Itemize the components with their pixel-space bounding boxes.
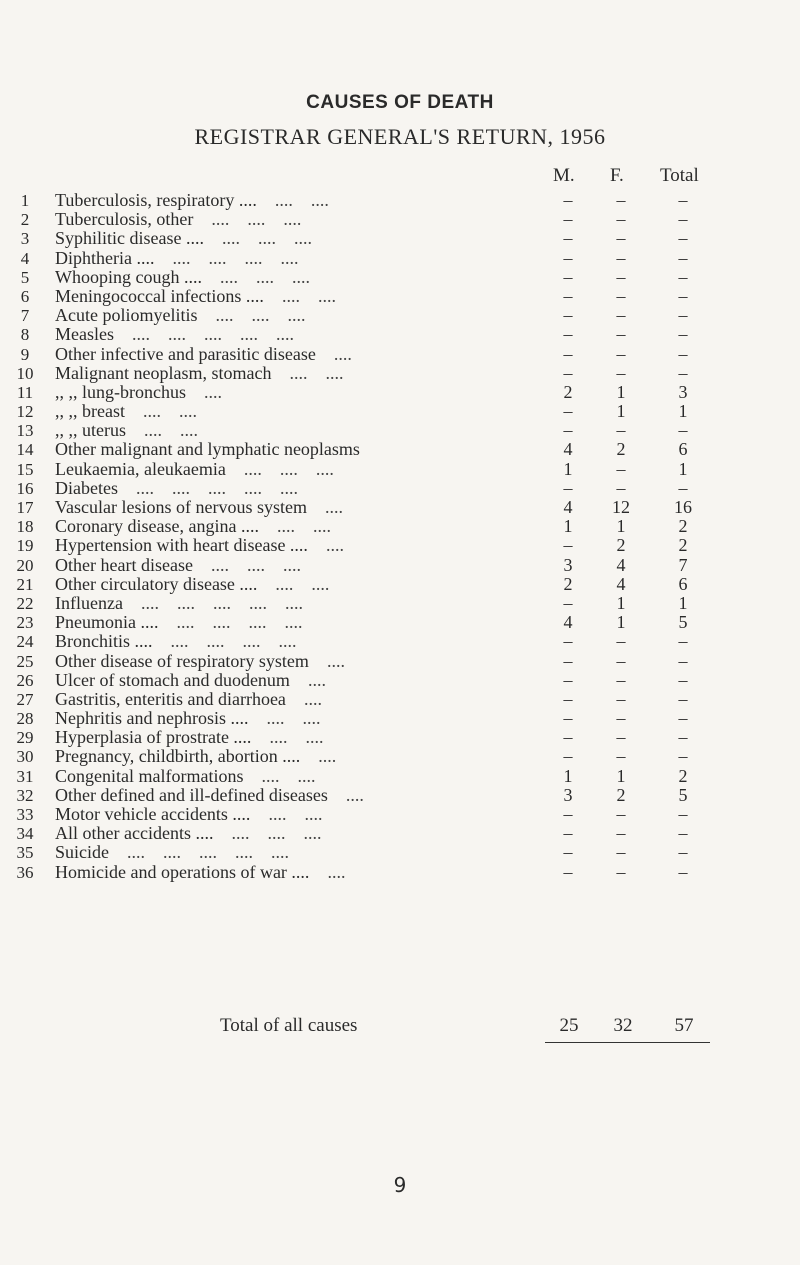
row-number: 12	[16, 402, 34, 422]
cause-label: Malignant neoplasm, stomach	[55, 363, 272, 383]
row-number: 16	[16, 478, 34, 498]
table-row	[0, 383, 800, 402]
female-count: –	[616, 669, 626, 690]
male-count: –	[563, 688, 573, 709]
total-count: –	[678, 362, 688, 383]
total-count: –	[678, 190, 688, 210]
total-label: Total of all causes	[220, 1015, 358, 1036]
table-row	[0, 843, 800, 862]
male-count: 4	[563, 497, 573, 517]
table-row	[0, 575, 800, 594]
male-count: 4	[563, 439, 573, 460]
total-male: 25	[559, 1015, 579, 1036]
total-count: 5	[678, 784, 688, 805]
row-number: 1	[20, 191, 30, 210]
cause-label: Other malignant and lymphatic neoplasms	[55, 440, 360, 460]
female-count: 4	[616, 573, 626, 594]
row-number: 8	[20, 325, 30, 345]
dot-leader: .... ....	[274, 191, 329, 210]
male-count: –	[563, 592, 573, 613]
female-count: –	[616, 228, 626, 249]
female-count: 1	[616, 612, 626, 633]
dot-leader: .... ....	[281, 286, 336, 306]
dot-leader: .... .... ....	[231, 824, 322, 844]
female-count: 1	[616, 765, 626, 786]
male-count: 1	[563, 516, 573, 537]
cause-label: Nephritis and nephrosis ....	[55, 709, 249, 729]
dot-leader: .... .... .... .... ....	[140, 593, 303, 613]
dot-leader: .... .... ....	[215, 306, 306, 326]
row-number: 6	[20, 286, 30, 306]
female-count: –	[616, 861, 626, 882]
table-row	[0, 690, 800, 709]
cause-label: Measles	[55, 325, 114, 345]
dot-leader: .... .... .... ....	[170, 632, 297, 652]
row-number: 33	[16, 805, 34, 824]
male-count: –	[563, 228, 573, 249]
female-count: –	[616, 708, 626, 729]
row-number: 21	[16, 574, 34, 594]
column-header-total: Total	[660, 165, 699, 186]
cause-label: Congenital malformations	[55, 766, 244, 786]
table-row	[0, 556, 800, 575]
row-number: 32	[16, 785, 34, 805]
table-row	[0, 421, 800, 440]
male-count: –	[563, 842, 573, 863]
dot-leader: ....	[318, 747, 337, 767]
female-count: 1	[616, 401, 626, 422]
male-count: –	[563, 190, 573, 210]
row-number: 19	[16, 536, 34, 556]
male-count: –	[563, 209, 573, 230]
total-count: –	[678, 688, 688, 709]
table-row	[0, 402, 800, 421]
total-count: 1	[678, 401, 688, 422]
row-number: 25	[16, 651, 34, 671]
total-count: –	[678, 650, 688, 671]
cause-label: ,, ,, breast	[55, 402, 125, 422]
cause-label: Acute poliomyelitis	[55, 306, 198, 326]
total-count: 6	[678, 573, 688, 594]
cause-label: Tuberculosis, other	[55, 210, 194, 230]
row-number: 22	[16, 593, 34, 613]
total-count: –	[678, 804, 688, 824]
male-count: –	[563, 861, 573, 882]
total-count: –	[678, 305, 688, 326]
female-count: –	[616, 842, 626, 863]
table-row	[0, 824, 800, 843]
row-number: 28	[16, 709, 34, 729]
dot-leader: ....	[345, 785, 364, 805]
table-row	[0, 767, 800, 786]
male-count: 3	[563, 554, 573, 575]
cause-label: Coronary disease, angina ....	[55, 517, 259, 537]
female-count: –	[616, 285, 626, 306]
male-count: 3	[563, 784, 573, 805]
total-count: –	[678, 842, 688, 863]
total-count: –	[678, 324, 688, 345]
table-row	[0, 229, 800, 248]
cause-label: Ulcer of stomach and duodenum	[55, 670, 290, 690]
total-count: –	[678, 209, 688, 230]
dot-leader: ....	[307, 670, 326, 690]
causes-table	[0, 191, 800, 882]
cause-label: ,, ,, lung-bronchus	[55, 382, 186, 402]
table-row	[0, 747, 800, 766]
male-count: –	[563, 420, 573, 441]
dot-leader: .... .... ....	[221, 229, 312, 249]
dot-leader: ....	[303, 689, 322, 709]
male-count: –	[563, 401, 573, 422]
row-number: 10	[16, 363, 34, 383]
cause-label: Other circulatory disease ....	[55, 574, 258, 594]
dot-leader: ....	[325, 536, 344, 556]
female-count: –	[616, 362, 626, 383]
female-count: –	[616, 631, 626, 652]
male-count: 1	[563, 765, 573, 786]
row-number: 3	[20, 229, 30, 249]
table-row	[0, 536, 800, 555]
cause-label: Vascular lesions of nervous system	[55, 498, 307, 517]
row-number: 23	[16, 613, 34, 633]
female-count: 1	[616, 592, 626, 613]
male-count: –	[563, 324, 573, 345]
female-count: 12	[612, 497, 630, 517]
dot-leader: .... .... ....	[219, 267, 310, 287]
table-row	[0, 805, 800, 824]
female-count: 2	[616, 784, 626, 805]
total-count: –	[678, 708, 688, 729]
total-count: –	[678, 746, 688, 767]
dot-leader: .... ....	[261, 766, 316, 786]
total-count: 2	[678, 516, 688, 537]
dot-leader: .... ....	[275, 574, 330, 594]
female-count: 4	[616, 554, 626, 575]
female-count: –	[616, 343, 626, 364]
male-count: 4	[563, 612, 573, 633]
page-subtitle: REGISTRAR GENERAL'S RETURN, 1956	[194, 124, 606, 149]
dot-leader: .... .... ....	[211, 210, 302, 230]
male-count: 2	[563, 573, 573, 594]
table-row	[0, 498, 800, 517]
total-count: 5	[678, 612, 688, 633]
row-number: 24	[16, 632, 34, 652]
cause-label: All other accidents ....	[55, 824, 214, 844]
table-row	[0, 632, 800, 651]
table-row	[0, 652, 800, 671]
female-count: 1	[616, 516, 626, 537]
row-number: 14	[16, 440, 34, 460]
row-number: 11	[16, 382, 34, 402]
male-count: –	[563, 285, 573, 306]
cause-label: Other infective and parasitic disease	[55, 344, 316, 364]
male-count: –	[563, 343, 573, 364]
total-count: –	[678, 861, 688, 882]
female-count: –	[616, 804, 626, 824]
female-count: –	[616, 420, 626, 441]
cause-label: Diphtheria ....	[55, 248, 155, 268]
dot-leader: .... ....	[266, 709, 321, 729]
row-number: 17	[16, 498, 34, 517]
female-count: 1	[616, 381, 626, 402]
row-number: 5	[20, 267, 30, 287]
male-count: –	[563, 362, 573, 383]
cause-label: Hypertension with heart disease ....	[55, 536, 308, 556]
female-count: –	[616, 727, 626, 748]
female-count: –	[616, 688, 626, 709]
total-count: –	[678, 420, 688, 441]
row-number: 36	[16, 862, 34, 882]
cause-label: Influenza	[55, 593, 123, 613]
table-row	[0, 440, 800, 459]
table-row	[0, 728, 800, 747]
row-number: 31	[16, 766, 34, 786]
table-row	[0, 210, 800, 229]
female-count: –	[616, 477, 626, 498]
female-count: –	[616, 324, 626, 345]
dot-leader: .... .... .... .... ....	[135, 478, 298, 498]
cause-label: Other defined and ill-defined diseases	[55, 785, 328, 805]
table-row	[0, 863, 800, 882]
row-number: 2	[20, 210, 30, 230]
table-row	[0, 786, 800, 805]
page-number: 9	[393, 1173, 407, 1197]
row-number: 20	[16, 555, 34, 575]
dot-leader: ....	[324, 498, 343, 517]
total-count: 3	[678, 381, 688, 402]
cause-label: Syphilitic disease ....	[55, 229, 204, 249]
table-row	[0, 364, 800, 383]
male-count: –	[563, 535, 573, 556]
row-number: 18	[16, 517, 34, 537]
table-row	[0, 594, 800, 613]
cause-label: Diabetes	[55, 478, 118, 498]
cause-label: Tuberculosis, respiratory ....	[55, 191, 257, 210]
dot-leader: ....	[203, 382, 222, 402]
dot-leader: .... ....	[276, 517, 331, 537]
dot-leader: .... .... ....	[243, 459, 334, 479]
table-row	[0, 287, 800, 306]
cause-label: Homicide and operations of war ....	[55, 862, 310, 882]
male-count: –	[563, 746, 573, 767]
cause-label: Pneumonia ....	[55, 613, 159, 633]
total-count: 2	[678, 535, 688, 556]
cause-label: Hyperplasia of prostrate ....	[55, 728, 252, 748]
female-count: –	[616, 266, 626, 287]
cause-label: Pregnancy, childbirth, abortion ....	[55, 747, 301, 767]
female-count: –	[616, 247, 626, 268]
table-row	[0, 709, 800, 728]
row-number: 15	[16, 459, 34, 479]
row-number: 7	[20, 306, 30, 326]
male-count: –	[563, 804, 573, 824]
total-count: 16	[674, 497, 692, 517]
row-number: 29	[16, 728, 34, 748]
total-count: –	[678, 823, 688, 844]
dot-leader: .... .... .... .... ....	[131, 325, 294, 345]
dot-leader: .... .... .... ....	[172, 248, 299, 268]
female-count: 2	[616, 439, 626, 460]
table-row	[0, 325, 800, 344]
male-count: 2	[563, 381, 573, 402]
cause-label: Gastritis, enteritis and diarrhoea	[55, 689, 286, 709]
male-count: –	[563, 266, 573, 287]
row-number: 27	[16, 689, 34, 709]
total-count: –	[678, 631, 688, 652]
row-number: 26	[16, 670, 34, 690]
row-number: 13	[16, 421, 34, 441]
row-number: 9	[20, 344, 30, 364]
dot-leader: .... ....	[142, 402, 197, 422]
female-count: –	[616, 746, 626, 767]
male-count: –	[563, 727, 573, 748]
female-count: –	[616, 823, 626, 844]
male-count: –	[563, 708, 573, 729]
dot-leader: ....	[333, 344, 352, 364]
total-count: 7	[678, 554, 688, 575]
row-number: 35	[16, 843, 34, 863]
total-count: 2	[678, 765, 688, 786]
cause-label: Bronchitis ....	[55, 632, 153, 652]
male-count: –	[563, 631, 573, 652]
male-count: –	[563, 247, 573, 268]
male-count: –	[563, 305, 573, 326]
male-count: –	[563, 650, 573, 671]
row-number: 30	[16, 747, 34, 767]
female-count: –	[616, 458, 626, 479]
column-header-female: F.	[610, 165, 624, 186]
row-number: 34	[16, 824, 34, 844]
male-count: –	[563, 823, 573, 844]
dot-leader: .... .... .... .... ....	[127, 843, 289, 863]
total-count: –	[678, 343, 688, 364]
dot-leader: .... ....	[269, 728, 324, 748]
total-count: 6	[678, 439, 688, 460]
total-count: –	[678, 266, 688, 287]
total-count: –	[678, 228, 688, 249]
cause-label: Whooping cough ....	[55, 267, 202, 287]
table-row	[0, 268, 800, 287]
cause-label: Motor vehicle accidents ....	[55, 805, 251, 824]
total-rule	[545, 1042, 710, 1043]
table-row	[0, 517, 800, 536]
male-count: 1	[563, 458, 573, 479]
cause-label: ,, ,, uterus	[55, 421, 126, 441]
total-all: 57	[674, 1015, 694, 1036]
female-count: –	[616, 650, 626, 671]
total-female: 32	[613, 1015, 633, 1036]
table-row	[0, 613, 800, 632]
column-header-male: M.	[553, 165, 575, 186]
dot-leader: ....	[326, 651, 345, 671]
male-count: –	[563, 477, 573, 498]
dot-leader: ....	[327, 862, 346, 882]
total-count: –	[678, 285, 688, 306]
female-count: –	[616, 305, 626, 326]
cause-label: Leukaemia, aleukaemia	[55, 459, 226, 479]
cause-label: Other heart disease	[55, 555, 193, 575]
table-row	[0, 306, 800, 325]
total-count: 1	[678, 458, 688, 479]
table-row	[0, 249, 800, 268]
female-count: 2	[616, 535, 626, 556]
total-count: –	[678, 727, 688, 748]
page-title: CAUSES OF DEATH	[306, 92, 494, 113]
table-row	[0, 671, 800, 690]
table-row	[0, 460, 800, 479]
cause-label: Meningococcal infections ....	[55, 286, 264, 306]
female-count: –	[616, 190, 626, 210]
total-count: 1	[678, 592, 688, 613]
male-count: –	[563, 669, 573, 690]
dot-leader: .... .... ....	[210, 555, 301, 575]
dot-leader: .... .... .... ....	[176, 613, 303, 633]
cause-label: Suicide	[55, 843, 109, 863]
total-count: –	[678, 669, 688, 690]
cause-label: Other disease of respiratory system	[55, 651, 309, 671]
row-number: 4	[20, 248, 30, 268]
table-row	[0, 479, 800, 498]
table-row	[0, 191, 800, 210]
dot-leader: .... ....	[289, 363, 344, 383]
total-count: –	[678, 477, 688, 498]
total-count: –	[678, 247, 688, 268]
table-row	[0, 345, 800, 364]
dot-leader: .... ....	[144, 421, 198, 441]
female-count: –	[616, 209, 626, 230]
dot-leader: .... ....	[268, 805, 323, 824]
